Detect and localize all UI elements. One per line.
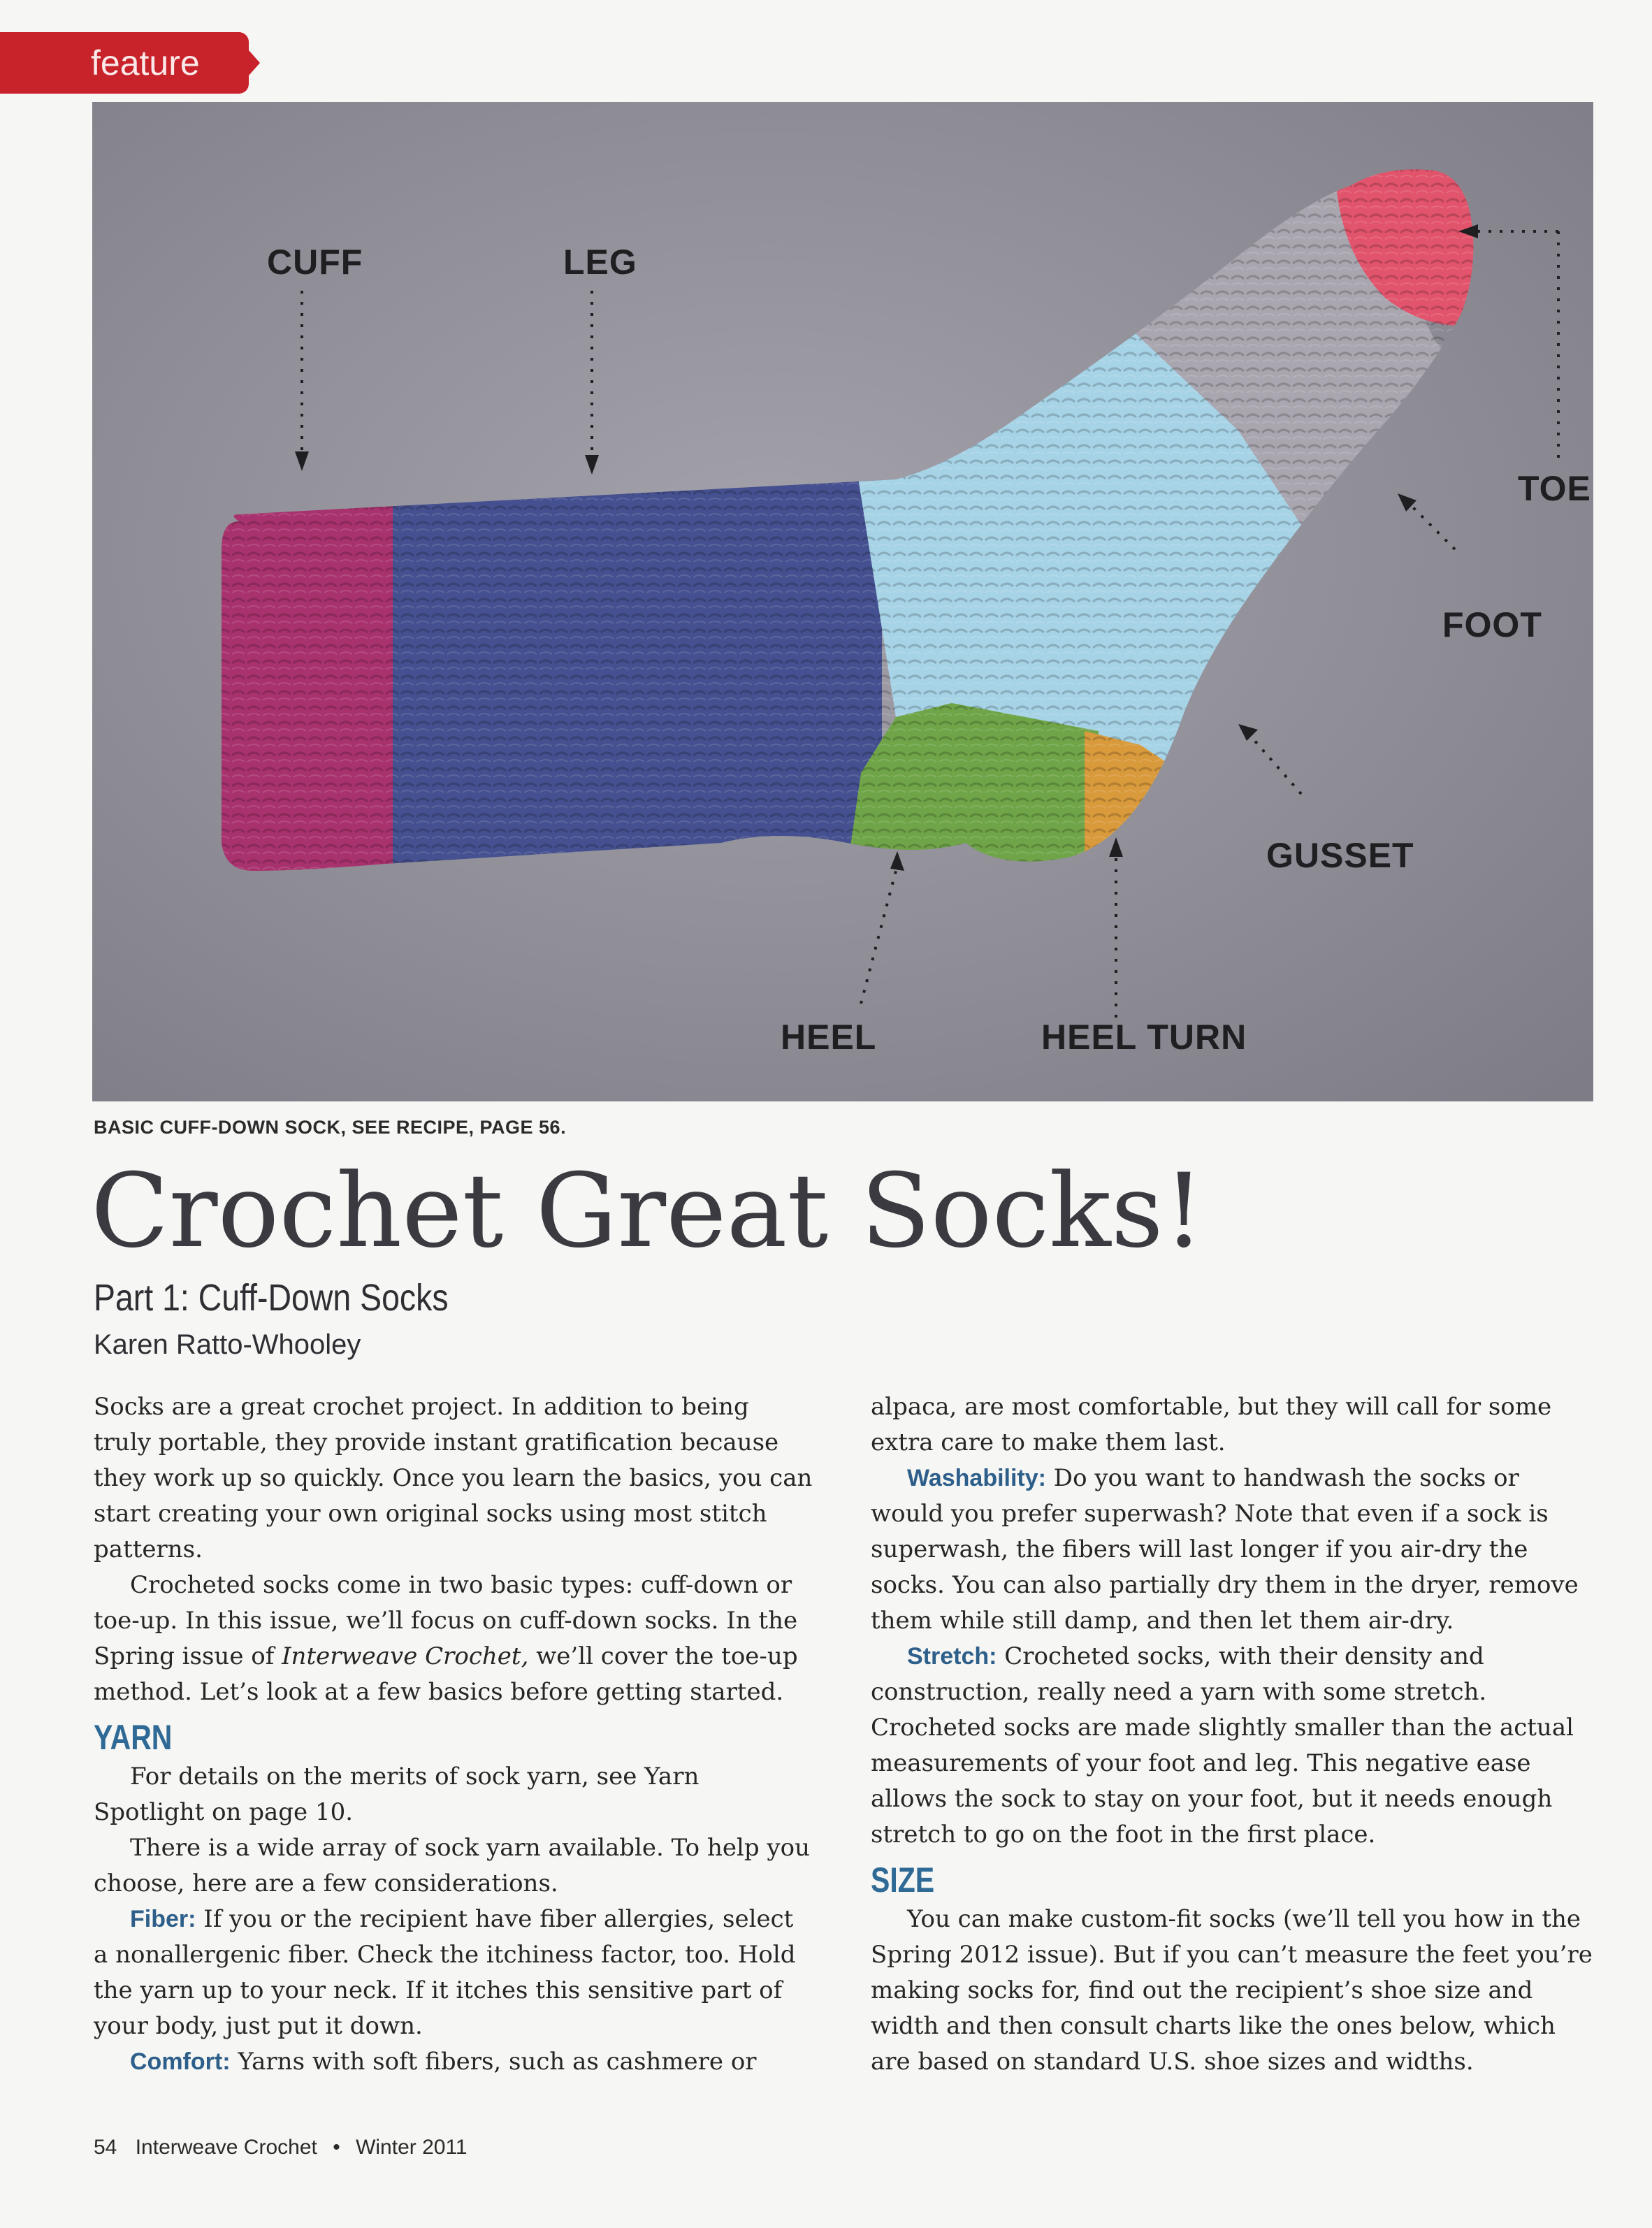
label-heel-turn: HEEL TURN [1041, 1018, 1247, 1057]
washability-heading: Washability: [907, 1465, 1046, 1491]
fiber-text: If you or the recipient have fiber allergies, select a nonallergenic fiber. Check the itchiness factor, too. Hold the yarn up to your neck. If it itches this sensitive part of your body, just put it down. [94, 1905, 796, 2040]
comfort-paragraph [94, 2044, 813, 2080]
label-heel: HEEL [781, 1018, 877, 1057]
text-column-right [871, 1389, 1597, 2080]
text-column-left [94, 1389, 813, 2080]
label-gusset: GUSSET [1266, 836, 1414, 875]
label-foot: FOOT [1442, 605, 1542, 644]
page-number: 54 [94, 2136, 117, 2159]
section-tag: feature [0, 32, 249, 94]
photo-caption: BASIC CUFF-DOWN SOCK, SEE RECIPE, PAGE 56. [94, 1117, 567, 1138]
sock-illustration [92, 102, 1593, 1101]
stretch-paragraph [871, 1639, 1597, 1853]
stretch-text: Crocheted socks, with their density and construction, really need a yarn with some stretch. Crocheted socks are made slightly smaller than the actual measurements of your foot and leg. This negative ease allows the sock to stay on your foot, but it needs enough stretch to go on the foot in the first place. [871, 1642, 1574, 1849]
magazine-title: Interweave Crochet [135, 2136, 317, 2159]
size-paragraph: You can make custom-fit socks (we’ll tell you how in the Spring 2012 issue). But if you can’t measure the feet you’re making socks for, find out the recipient’s shoe size and width and then consult charts like the ones below, which are based on standard U.S. shoe sizes and widths. [871, 1905, 1593, 2076]
washability-paragraph [871, 1461, 1597, 1639]
yarn-spotlight-paragraph: For details on the merits of sock yarn, see Yarn Spotlight on page 10. [94, 1763, 700, 1826]
article-author: Karen Ratto-Whooley [94, 1329, 361, 1360]
footer-bullet: • [333, 2136, 340, 2159]
label-toe: TOE [1518, 469, 1591, 508]
fiber-paragraph [94, 1902, 813, 2044]
article-title: Crochet Great Socks! [91, 1152, 1205, 1271]
stretch-heading: Stretch: [907, 1643, 997, 1670]
article-subtitle: Part 1: Cuff-Down Socks [94, 1277, 449, 1319]
types-text-b: we’ll cover the toe-up method. Let’s look at a few basics before getting started. [94, 1642, 798, 1706]
yarn-array-paragraph: There is a wide array of sock yarn available. To help you choose, here are a few considerations. [94, 1834, 810, 1897]
comfort-continued-paragraph: alpaca, are most comfortable, but they will call for some extra care to make them last. [871, 1393, 1552, 1456]
heading-size: SIZE [871, 1860, 935, 1900]
sock-photo [92, 102, 1593, 1101]
fiber-heading: Fiber: [130, 1906, 196, 1932]
heading-yarn: YARN [94, 1718, 173, 1757]
types-paragraph [94, 1568, 813, 1710]
comfort-text: Yarns with soft fibers, such as cashmere or [230, 2048, 757, 2076]
label-cuff: CUFF [267, 243, 363, 282]
page-footer [94, 2136, 468, 2160]
magazine-name: Interweave Crochet, [282, 1642, 529, 1670]
intro-paragraph: Socks are a great crochet project. In addition to being truly portable, they provide instant gratification because they work up so quickly. Once you learn the basics, you can start creating your own original socks using most stitch patterns. [94, 1393, 813, 1563]
issue-date: Winter 2011 [356, 2136, 468, 2159]
comfort-heading: Comfort: [130, 2048, 231, 2075]
washability-text: Do you want to handwash the socks or would you prefer superwash? Note that even if a sock is superwash, the fibers will last longer if you air-dry the socks. You can also partially dry them in the dryer, remove them while still damp, and then let them air-dry. [871, 1464, 1579, 1635]
label-leg: LEG [563, 243, 637, 282]
types-text-a: Crocheted socks come in two basic types: cuff-down or toe-up. In this issue, we’ll focus on cuff-down socks. In the Spring issue of [94, 1571, 798, 1670]
